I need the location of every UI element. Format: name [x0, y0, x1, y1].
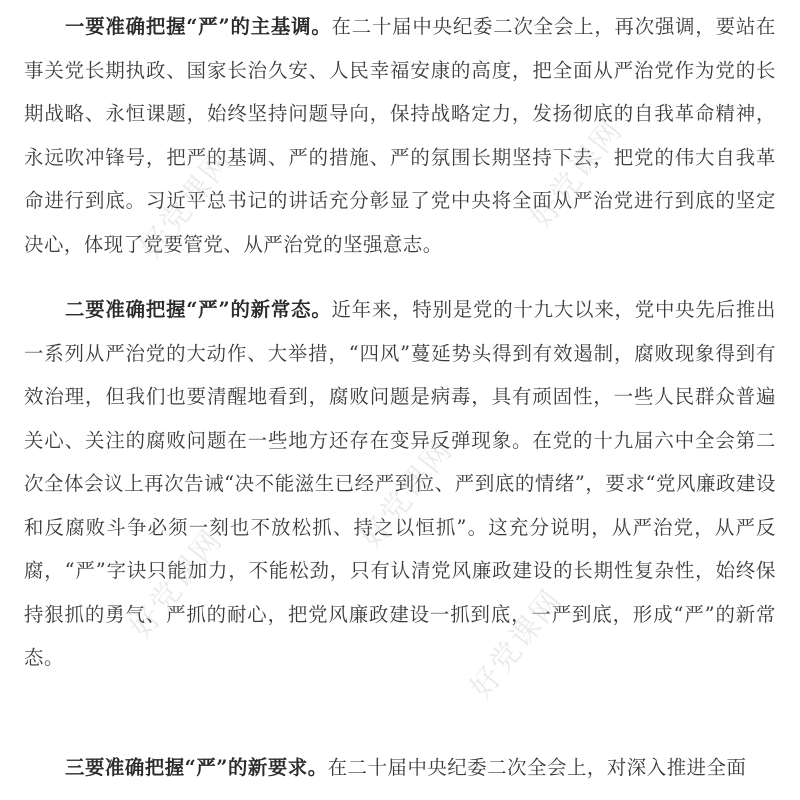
watermark: 好党课网	[123, 522, 230, 646]
paragraph-1	[24, 5, 776, 266]
watermark: 好党课网	[133, 142, 240, 266]
paragraph-2	[24, 288, 776, 680]
paragraph-1-heading: 一要准确把握“严”的主基调。	[65, 15, 332, 38]
paragraph-2-body: 近年来，特别是党的十九大以来，党中央先后推出一系列从严治党的大动作、大举措，“四风”蔓延势头得到有效遏制，腐败现象得到有效治理，但我们也要清醒地看到，腐败问题是病毒，具有顽固性，一些人民群众普遍关心、关注的腐败问题在一些地方还存在变异反弹现象。在党的十九届六中全会第二次全体会议上再次告诫“决不能滋生已经严到位、严到底的情绪”，要求“党风廉政建设和反腐败斗争必须一刻也不放松抓、持之以恒抓”。这充分说明，从严治党，从严反腐，“严”字诀只能加力，不能松劲，只有认清党风廉政建设的长期性复杂性，始终保持狠抓的勇气、严抓的耐心，把党风廉政建设一抓到底，一严到底，形成“严”的新常态。	[24, 298, 776, 669]
watermark: 好党课网	[523, 112, 630, 236]
paragraph-3-body: 在二十届中央纪委二次全会上，对深入推进全面	[327, 756, 747, 779]
paragraph-3	[24, 746, 776, 790]
watermark: 好党课网	[353, 432, 460, 556]
paragraph-3-heading: 三要准确把握“严”的新要求。	[65, 756, 328, 779]
paragraph-1-body: 在二十届中央纪委二次全会上，再次强调，要站在事关党长期执政、国家长治久安、人民幸福安康的高度，把全面从严治党作为党的长期战略、永恒课题，始终坚持问题导向，保持战略定力，发扬彻底的自我革命精神，永远吹冲锋号，把严的基调、严的措施、严的氛围长期坚持下去，把党的伟大自我革命进行到底。习近平总书记的讲话充分彰显了党中央将全面从严治党进行到底的坚定决心，体现了党要管党、从严治党的坚强意志。	[24, 15, 776, 256]
watermark: 好党课网	[463, 582, 570, 706]
paragraph-2-heading: 二要准确把握“严”的新常态。	[65, 298, 332, 321]
